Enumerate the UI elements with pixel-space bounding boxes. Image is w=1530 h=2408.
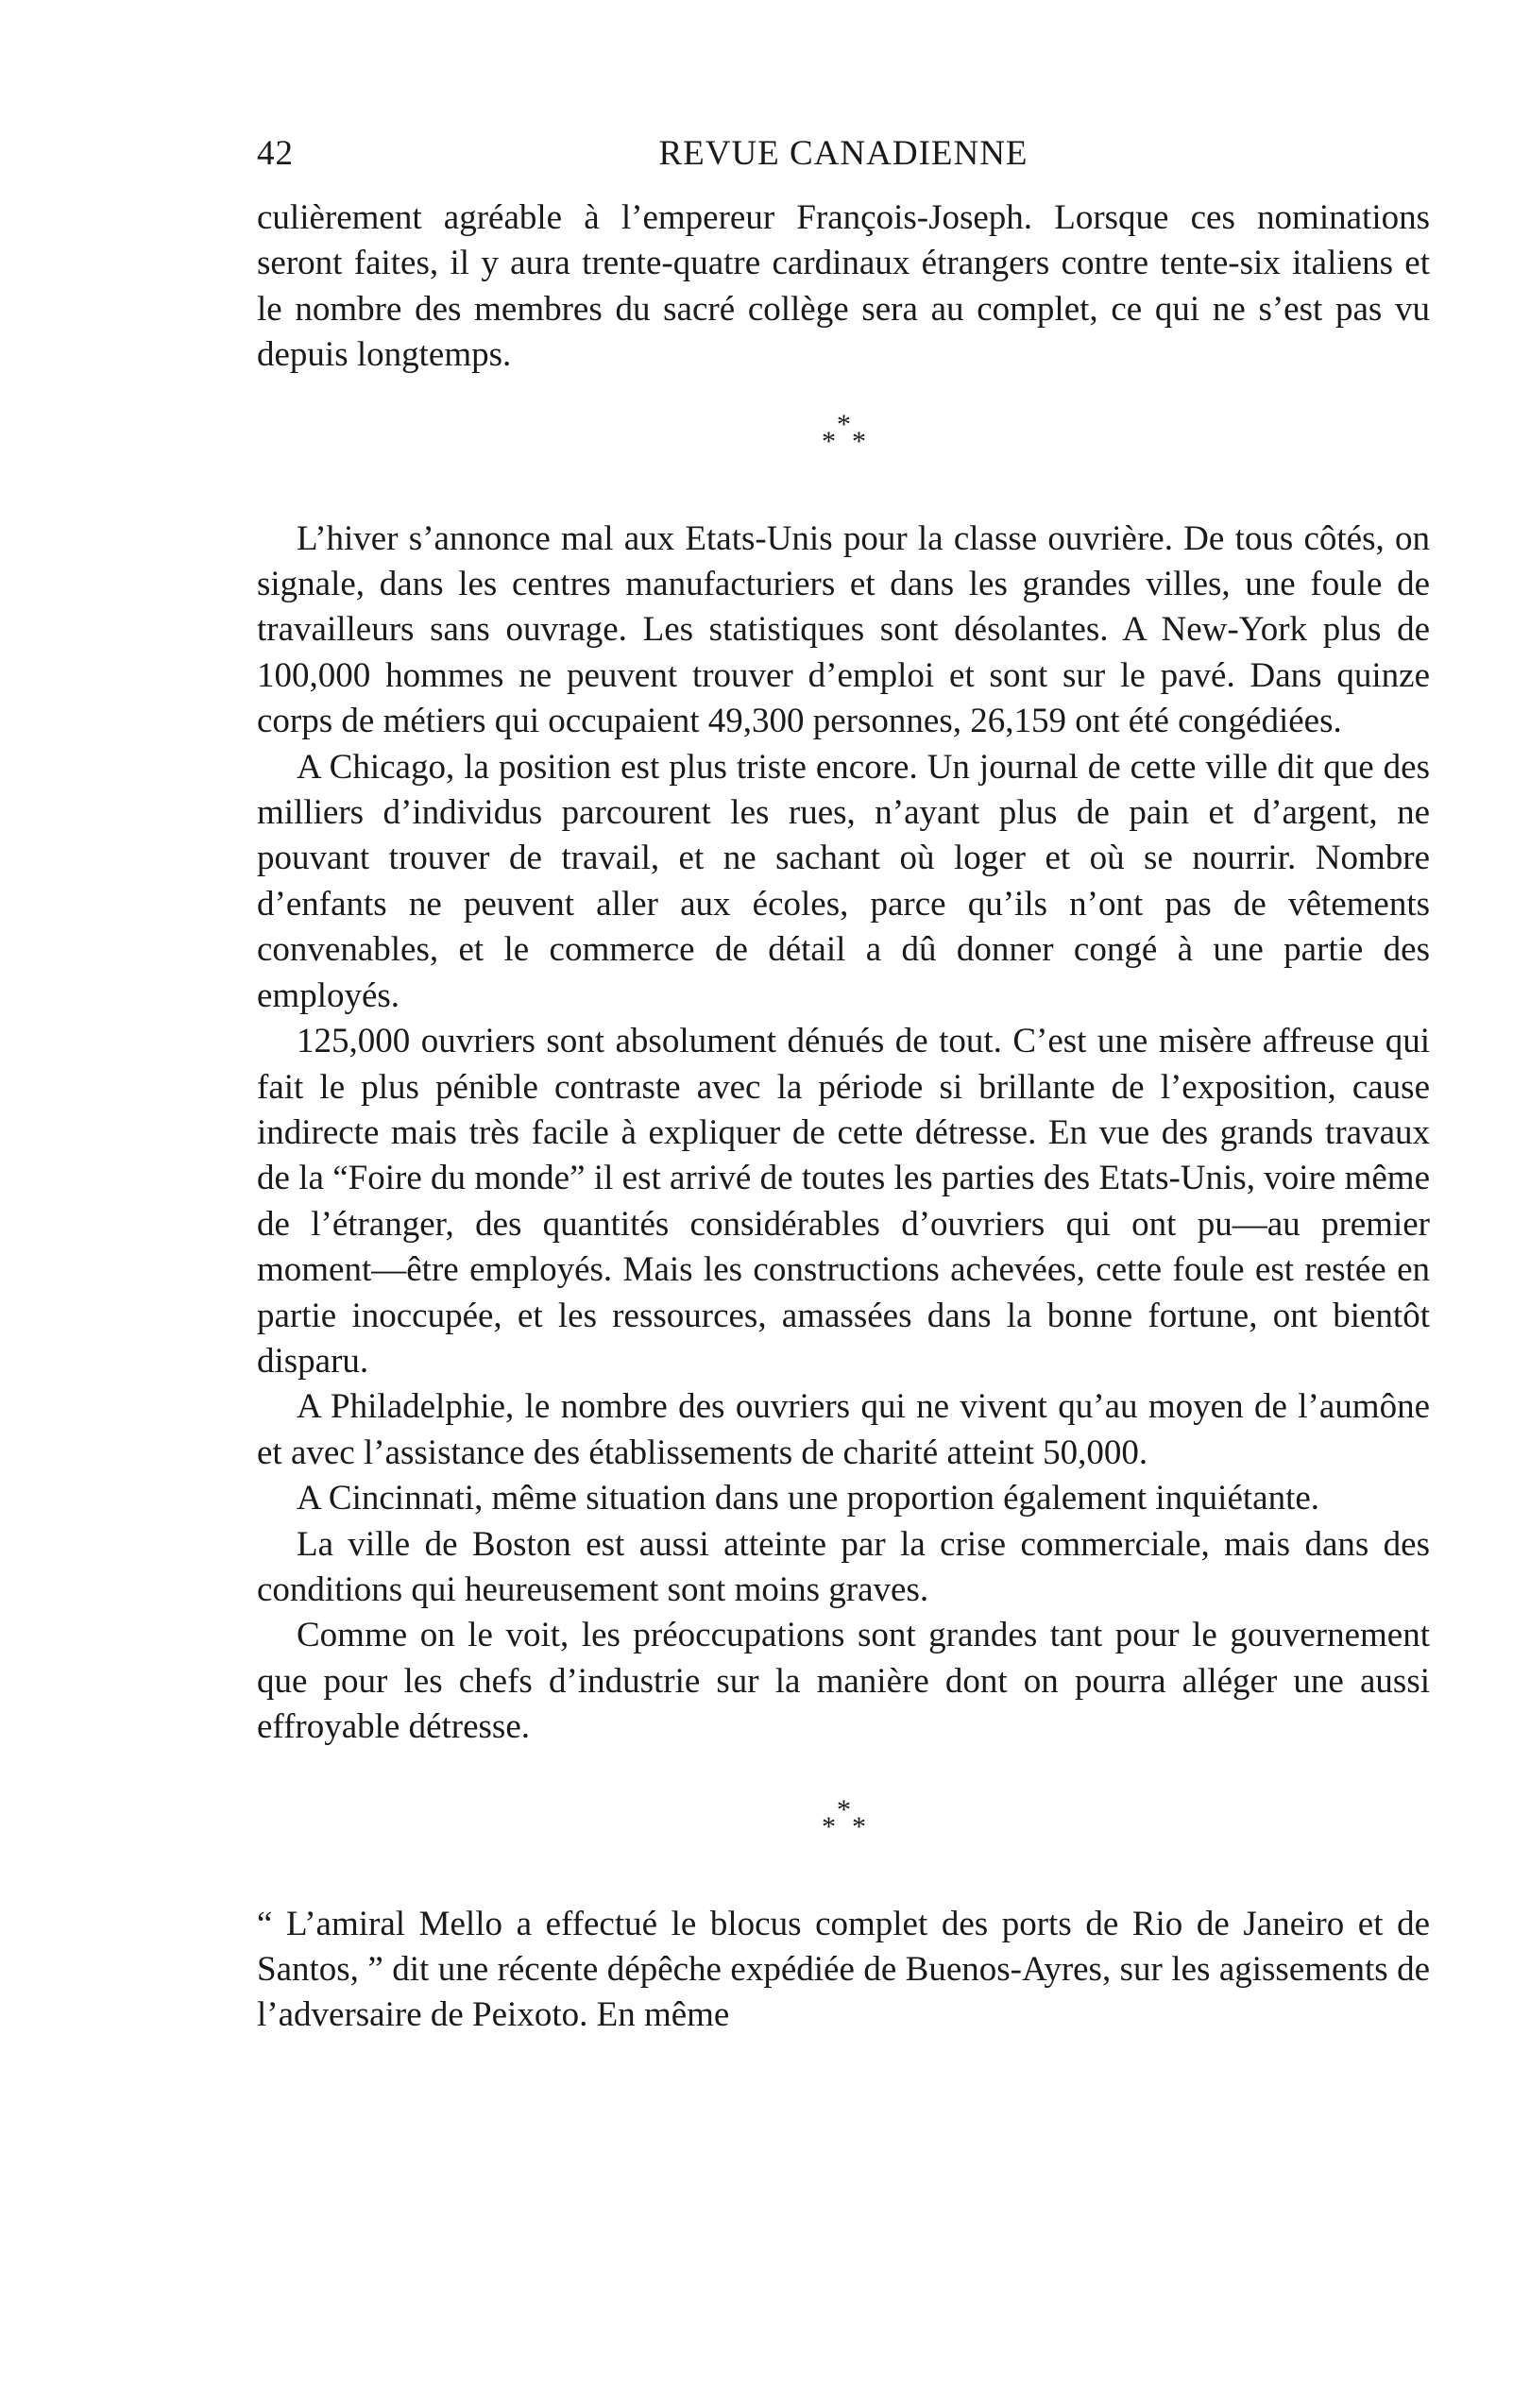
section-separator [257,379,1430,517]
asterism-star: * [822,425,836,457]
page-header [257,130,1430,178]
paragraph: culièrement agréable à l’empereur François-Joseph. Lorsque ces nominations seront faites, il y aura trente-quatre cardinaux étrangers contre tente-six italiens et le nombre des membres du sacré collège sera au complet, ce qui ne s’est pas vu depuis longtemps. [257,198,1430,375]
paragraph: “ L’amiral Mello a effectué le blocus complet des ports de Rio de Janeiro et de Santos, ” dit une récente dépêche expédiée de Buenos-Ayres, sur les agissements de l’adversaire de Peixoto. En même [257,1904,1430,2035]
paragraph: 125,000 ouvriers sont absolument dénués de tout. C’est une misère affreuse qui fait le plus pénible contraste avec la période si brillante de l’exposition, cause indirecte mais très facile à expliquer de cette détresse. En vue des grands travaux de la “Foire du monde” il est arrivé de toutes les parties des Etats-Unis, voire même de l’étranger, des quantités considérables d’ouvriers qui ont pu—au premier moment—être employés. Mais les constructions achevées, cette foule est restée en partie inoccupée, et les ressources, amassées dans la bonne fortune, ont bientôt disparu. [257,1022,1430,1381]
page-body [257,195,1430,2039]
running-title: REVUE CANADIENNE [658,134,1028,173]
paragraph: La ville de Boston est aussi atteinte par la crise commerciale, mais dans des conditions qui heureusement sont moins graves. [257,1524,1430,1609]
asterism-icon [818,408,875,467]
asterism-star: * [852,425,866,457]
section-separator [257,1764,1430,1902]
paragraph: A Cincinnati, même situation dans une proportion également inquiétante. [297,1479,1320,1518]
asterism-star: * [822,1810,836,1842]
paragraph: L’hiver s’annonce mal aux Etats-Unis pour la classe ouvrière. De tous côtés, on signale, dans les centres manufacturiers et dans les grandes villes, une foule de travailleurs sans ouvrage. Les statistiques sont désolantes. A New-York plus de 100,000 hommes ne peuvent trouver d’emploi et sont sur le pavé. Dans quinze corps de métiers qui occupaient 49,300 personnes, 26,159 ont été congédiées. [257,518,1430,741]
asterism-icon [818,1793,875,1853]
asterism-star: * [837,408,851,440]
paragraph: A Philadelphie, le nombre des ouvriers qui ne vivent qu’au moyen de l’aumône et avec l’assistance des établissements de charité atteint 50,000. [257,1387,1430,1472]
paragraph: A Chicago, la position est plus triste encore. Un journal de cette ville dit que des milliers d’individus parcourent les rues, n’ayant plus de pain et d’argent, ne pouvant trouver de travail, et ne sachant où loger et où se nourrir. Nombre d’enfants ne peuvent aller aux écoles, parce qu’ils n’ont pas de vêtements convenables, et le commerce de détail a dû donner congé à une partie des employés. [257,747,1430,1015]
asterism-star: * [837,1793,851,1825]
page-number: 42 [257,134,294,173]
paragraph: Comme on le voit, les préoccupations sont grandes tant pour le gouvernement que pour les chefs d’industrie sur la manière dont on pourra alléger une aussi effroyable détresse. [257,1616,1430,1747]
asterism-star: * [852,1810,866,1842]
